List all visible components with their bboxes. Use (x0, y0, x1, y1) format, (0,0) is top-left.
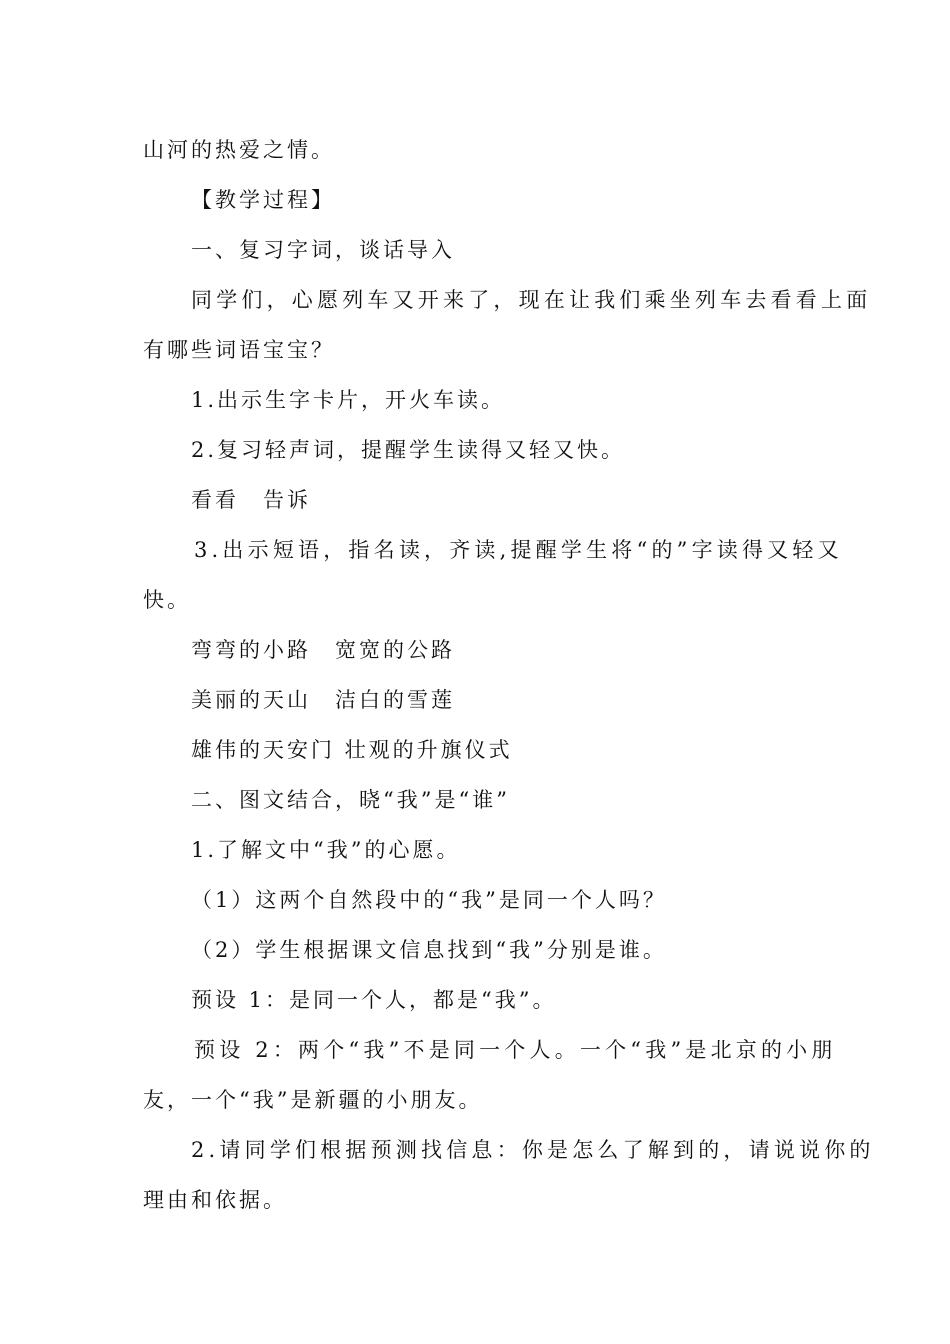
phrase-list: 弯弯的小路 宽宽的公路 (191, 638, 455, 662)
paragraph-line: 快。 (143, 588, 191, 612)
list-item: 2.请同学们根据预测找信息：你是怎么了解到的，请说说你的 (191, 1138, 875, 1162)
word-list: 看看 告诉 (191, 488, 311, 512)
list-item: 3.出示短语，指名读，齐读,提醒学生将“的”字读得又轻又 (194, 538, 843, 562)
phrase-list: 雄伟的天安门 壮观的升旗仪式 (191, 738, 513, 762)
paragraph-line: 友，一个“我”是新疆的小朋友。 (143, 1088, 483, 1112)
paragraph-line: 同学们，心愿列车又开来了，现在让我们乘坐列车去看看上面 (191, 288, 872, 312)
paragraph-line: 理由和依据。 (143, 1188, 287, 1212)
list-item: （2）学生根据课文信息找到“我”分别是谁。 (191, 938, 667, 962)
paragraph-line: 有哪些词语宝宝？ (143, 338, 335, 362)
paragraph-line: 预设 2：两个“我”不是同一个人。一个“我”是北京的小朋 (194, 1038, 837, 1062)
paragraph-line: 山河的热爱之情。 (143, 138, 335, 162)
section-heading: 一、复习字词，谈话导入 (191, 238, 455, 262)
section-heading: 二、图文结合，晓“我”是“谁” (191, 788, 510, 812)
list-item: 2.复习轻声词，提醒学生读得又轻又快。 (191, 438, 626, 462)
phrase-list: 美丽的天山 洁白的雪莲 (191, 688, 455, 712)
paragraph-line: 预设 1：是同一个人，都是“我”。 (191, 988, 557, 1012)
list-item: 1.出示生字卡片，开火车读。 (191, 388, 506, 412)
section-heading: 【教学过程】 (191, 188, 335, 212)
list-item: （1）这两个自然段中的“我”是同一个人吗？ (191, 888, 667, 912)
list-item: 1.了解文中“我”的心愿。 (191, 838, 461, 862)
